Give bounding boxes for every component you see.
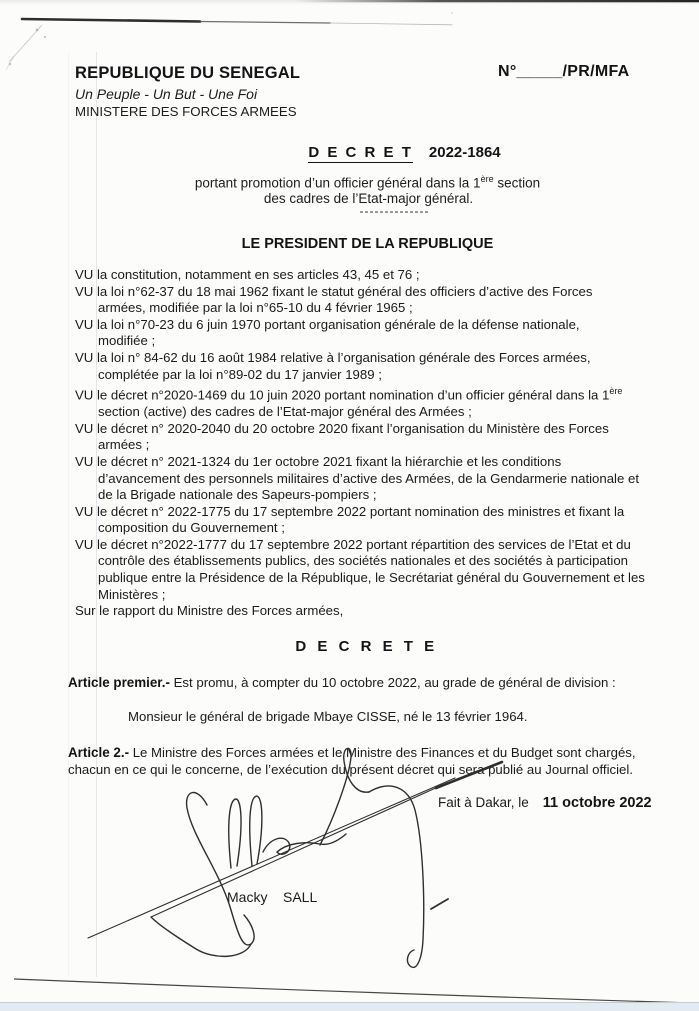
decree-subject-line-2: des cadres de l’Etat-major général. <box>263 191 474 206</box>
visa-line: VU la loi n°62-37 du 18 mai 1962 fixant le statut général des officiers d’active des Forces <box>75 283 593 299</box>
visa-line-continuation: composition du Gouvernement ; <box>98 520 285 536</box>
visa-clauses-block <box>75 267 665 620</box>
article-2-label: Article 2.- <box>68 745 130 760</box>
subject-text-pre: portant promotion d’un officier général dans la 1 <box>194 175 481 191</box>
ministry-name: MINISTERE DES FORCES ARMEES <box>75 104 297 119</box>
decree-date: 11 octobre 2022 <box>542 795 652 811</box>
article-1-label: Article premier.- <box>68 675 170 690</box>
visa-line-continuation: d’avancement des personnels militaires d’active des Armées, de la Gendarmerie nationale et <box>98 470 639 486</box>
visa-ordinal-superscript: ère <box>609 386 623 397</box>
visa-line: VU le décret n° 2022-1775 du 17 septembre 2022 portant nomination des ministres et fixant la <box>75 503 625 519</box>
report-clause: Sur le rapport du Ministre des Forces armées, <box>75 603 344 619</box>
article-2 <box>68 744 636 778</box>
visa-line-continuation: Ministères ; <box>98 586 166 602</box>
visa-line <box>75 383 665 404</box>
country-title: REPUBLIQUE DU SENEGAL <box>75 64 301 82</box>
scan-top-fade <box>0 0 699 5</box>
place-and-date-line <box>438 795 652 811</box>
subject-ordinal-superscript: ère <box>480 174 494 184</box>
visa-line-continuation: section (active) des cadres de l’Etat-major général des Armées ; <box>98 404 472 420</box>
visa-line-continuation: contrôle des établissements publics, des sociétés nationales et des sociétés à participation <box>98 553 628 569</box>
decrete-heading: D E C R E T E <box>295 638 438 655</box>
visa-line-continuation: modifiée ; <box>98 333 156 349</box>
visa-line: VU la loi n° 84-62 du 16 août 1984 relative à l’organisation générale des Forces armées, <box>75 349 591 365</box>
place-label: Fait à Dakar, le <box>438 795 529 810</box>
article-2-text-1: Le Ministre des Forces armées et le Ministre des Finances et du Budget sont chargés, <box>132 745 636 760</box>
visa-line-continuation: armées, modifiée par la loi n°65-10 du 4 février 1965 ; <box>98 300 413 316</box>
decree-reference-number: N°_____/PR/MFA <box>498 63 630 80</box>
letterhead <box>75 64 300 119</box>
visa-line: VU la loi n°70-23 du 6 juin 1970 portant organisation générale de la défense nationale, <box>75 316 580 332</box>
article-2-line-2: chacun en ce qui le concerne, de l’exécution du présent décret qui sera publié au Journal officiel. <box>68 762 633 777</box>
national-motto: Un Peuple - Un But - Une Foi <box>75 86 258 102</box>
visa-line-continuation: armées ; <box>98 437 150 453</box>
visa-line: VU le décret n° 2020-2040 du 20 octobre 2020 fixant l’organisation du Ministère des Forces <box>75 420 609 436</box>
scan-scratch-marks <box>6 12 453 70</box>
visa-line: VU le décret n° 2021-1324 du 1er octobre 2021 fixant la hiérarchie et les conditions <box>75 453 562 469</box>
scan-bottom-line <box>14 979 692 1003</box>
visa-line: VU le décret n°2022-1777 du 17 septembre 2022 portant répartition des services de l’Etat et du <box>75 536 631 552</box>
visa-line-continuation: complétée par la loi n°89-02 du 17 janvier 1989 ; <box>98 366 382 382</box>
article-2-line-1 <box>68 744 636 761</box>
visa-line-continuation: publique entre la Présidence de la République, le Secrétariat général du Gouvernement et les <box>98 570 645 586</box>
scan-pen-line-top <box>22 19 452 25</box>
visa-line: VU la constitution, notamment en ses articles 43, 45 et 76 ; <box>75 267 420 282</box>
visa-line-continuation: de la Brigade nationale des Sapeurs-pompiers ; <box>98 487 377 503</box>
decree-title-line <box>55 144 699 162</box>
subject-text-post: section <box>493 175 541 191</box>
signatory-name: Macky SALL <box>227 889 318 905</box>
promotion-line: Monsieur le général de brigade Mbaye CISSE, né le 13 février 1964. <box>128 709 528 724</box>
decree-subject-line-1 <box>18 174 699 191</box>
authority-heading: LE PRESIDENT DE LA REPUBLIQUE <box>241 236 494 252</box>
scan-bottom-band <box>0 1002 699 1011</box>
article-1 <box>68 675 616 690</box>
article-1-text: Est promu, à compter du 10 octobre 2022, au grade de général de division : <box>173 675 616 690</box>
dashed-divider: -------------- <box>359 204 430 218</box>
visa-text: VU le décret n°2020-1469 du 10 juin 2020 portant nomination d’un officier général dans la 1 <box>75 387 610 403</box>
decree-number: 2022-1864 <box>428 144 501 161</box>
decree-label: D E C R E T <box>308 144 413 161</box>
